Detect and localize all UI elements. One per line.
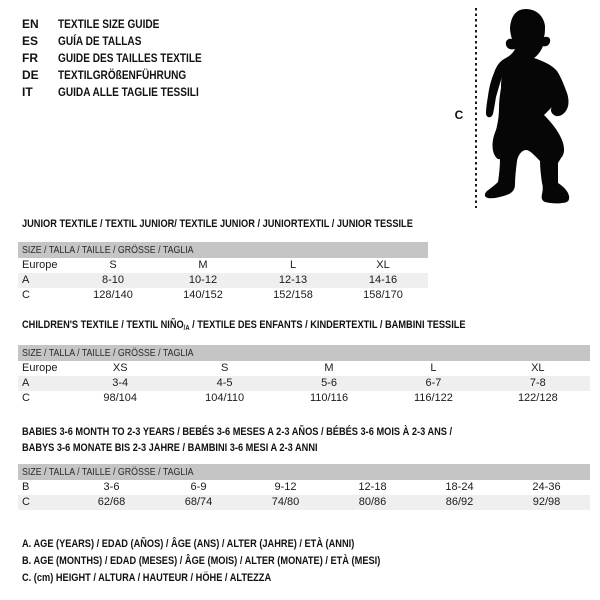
legend [22, 536, 449, 587]
language-code: DE [22, 68, 39, 82]
babies-title-line2: BABYS 3-6 MONATE BIS 2-3 JAHRE / BAMBINI 3-6 MESI A 2-3 ANNI [22, 442, 318, 454]
language-label: TEXTILGRÖßENFÜHRUNG [58, 68, 187, 82]
language-label: GUIDA ALLE TAGLIE TESSILI [58, 85, 199, 99]
row-label: A [22, 377, 30, 389]
table-row [18, 273, 428, 288]
table-cell: 5-6 [321, 377, 337, 389]
legend-line-c [22, 570, 449, 587]
table-cell: L [430, 362, 437, 374]
table-cell: 10-12 [188, 274, 218, 286]
table-cell: 110/116 [309, 392, 349, 404]
table-cell: 14-16 [368, 274, 398, 286]
children-title-pre: CHILDREN'S TEXTILE / TEXTIL NIÑO [22, 319, 184, 331]
height-dashed-line [475, 8, 477, 208]
language-label: TEXTILE SIZE GUIDE [58, 17, 160, 31]
babies-title-line1: BABIES 3-6 MONTH TO 2-3 YEARS / BEBÉS 3-6 MESES A 2-3 AÑOS / BÉBÉS 3-6 MOIS À 2-3 ANS / [22, 426, 453, 438]
table-cell: 86/92 [445, 496, 474, 508]
table-cell: 12-18 [358, 481, 387, 493]
children-title-sub: /A [183, 325, 190, 332]
table-cell: XL [531, 362, 545, 374]
table-row [18, 495, 590, 510]
table-cell: 152/158 [273, 289, 313, 301]
table-cell: XS [112, 362, 128, 374]
table-row [18, 258, 428, 273]
table-cell: 4-5 [216, 377, 233, 389]
language-label: GUÍA DE TALLAS [58, 34, 142, 48]
legend-text-c: C. (cm) HEIGHT / ALTURA / HAUTEUR / HÖHE / ALTEZZA [22, 572, 272, 584]
language-code: EN [22, 17, 39, 31]
table-row [18, 288, 428, 303]
height-measure-label: C [454, 108, 464, 122]
table-row [18, 480, 590, 495]
babies-size-table [18, 464, 590, 510]
table-cell: 122/128 [517, 392, 558, 404]
table-cell: M [324, 362, 334, 374]
children-size-table [18, 345, 590, 406]
language-row-it [22, 84, 229, 101]
legend-line-a [22, 536, 449, 553]
table-cell: 116/122 [413, 392, 453, 404]
babies-size-header-bar [18, 464, 590, 480]
table-cell: 6-7 [425, 377, 442, 389]
table-row [18, 391, 590, 406]
language-list [22, 16, 229, 101]
children-size-header-bar [18, 345, 590, 361]
language-label: GUIDE DES TAILLES TEXTILE [58, 51, 202, 65]
row-label: C [22, 289, 30, 301]
size-header-text: SIZE / TALLA / TAILLE / GRÖSSE / TAGLIA [22, 244, 194, 256]
table-cell: 128/140 [93, 289, 133, 301]
toddler-silhouette-icon [483, 5, 573, 207]
table-cell: 18-24 [445, 481, 474, 493]
junior-size-header-bar [18, 242, 428, 258]
legend-text-a: A. AGE (YEARS) / EDAD (AÑOS) / ÂGE (ANS) / ALTER (JAHRE) / ETÀ (ANNI) [22, 538, 355, 550]
legend-text-b: B. AGE (MONTHS) / EDAD (MESES) / ÂGE (MOIS) / ALTER (MONATE) / ETÀ (MESI) [22, 555, 381, 567]
row-label: C [22, 496, 30, 508]
table-cell: 9-12 [274, 481, 297, 493]
table-cell: 62/68 [97, 496, 126, 508]
table-cell: 6-9 [190, 481, 207, 493]
table-cell: 7-8 [529, 377, 546, 389]
row-label: A [22, 274, 30, 286]
language-row-en [22, 16, 229, 33]
table-row [18, 361, 590, 376]
table-cell: 158/170 [363, 289, 403, 301]
table-cell: 3-6 [103, 481, 120, 493]
table-cell: 98/104 [103, 392, 138, 404]
table-cell: L [289, 259, 297, 271]
babies-section-title [22, 424, 534, 456]
row-label: C [22, 392, 30, 404]
size-header-text: SIZE / TALLA / TAILLE / GRÖSSE / TAGLIA [22, 466, 194, 478]
junior-title-text: JUNIOR TEXTILE / TEXTIL JUNIOR/ TEXTILE JUNIOR / JUNIORTEXTIL / JUNIOR TESSILE [22, 218, 413, 230]
table-row [18, 376, 590, 391]
children-title-post: / TEXTILE DES ENFANTS / KINDERTEXTIL / BAMBINI TESSILE [189, 319, 466, 331]
table-cell: 92/98 [532, 496, 561, 508]
junior-section-title [22, 218, 487, 230]
legend-line-b [22, 553, 449, 570]
children-section-title [22, 319, 550, 335]
row-label: Europe [22, 259, 58, 271]
row-label: Europe [22, 362, 58, 374]
children-title-text [22, 319, 466, 335]
table-cell: 8-10 [101, 274, 125, 286]
size-header-text: SIZE / TALLA / TAILLE / GRÖSSE / TAGLIA [22, 347, 194, 359]
table-cell: 140/152 [183, 289, 223, 301]
table-cell: S [220, 362, 229, 374]
table-cell: 12-13 [278, 274, 308, 286]
table-cell: 80/86 [358, 496, 387, 508]
table-cell: 68/74 [184, 496, 213, 508]
table-cell: M [198, 259, 208, 271]
table-cell: 104/110 [205, 392, 245, 404]
language-row-de [22, 67, 229, 84]
junior-size-table [18, 242, 428, 303]
language-code: ES [22, 34, 39, 48]
table-cell: XL [376, 259, 390, 271]
table-cell: S [109, 259, 117, 271]
language-code: FR [22, 51, 38, 65]
language-row-fr [22, 50, 229, 67]
language-row-es [22, 33, 229, 50]
table-cell: 24-36 [532, 481, 561, 493]
table-cell: 3-4 [112, 377, 129, 389]
row-label: B [22, 481, 30, 493]
language-code: IT [22, 85, 33, 99]
table-cell: 74/80 [271, 496, 300, 508]
